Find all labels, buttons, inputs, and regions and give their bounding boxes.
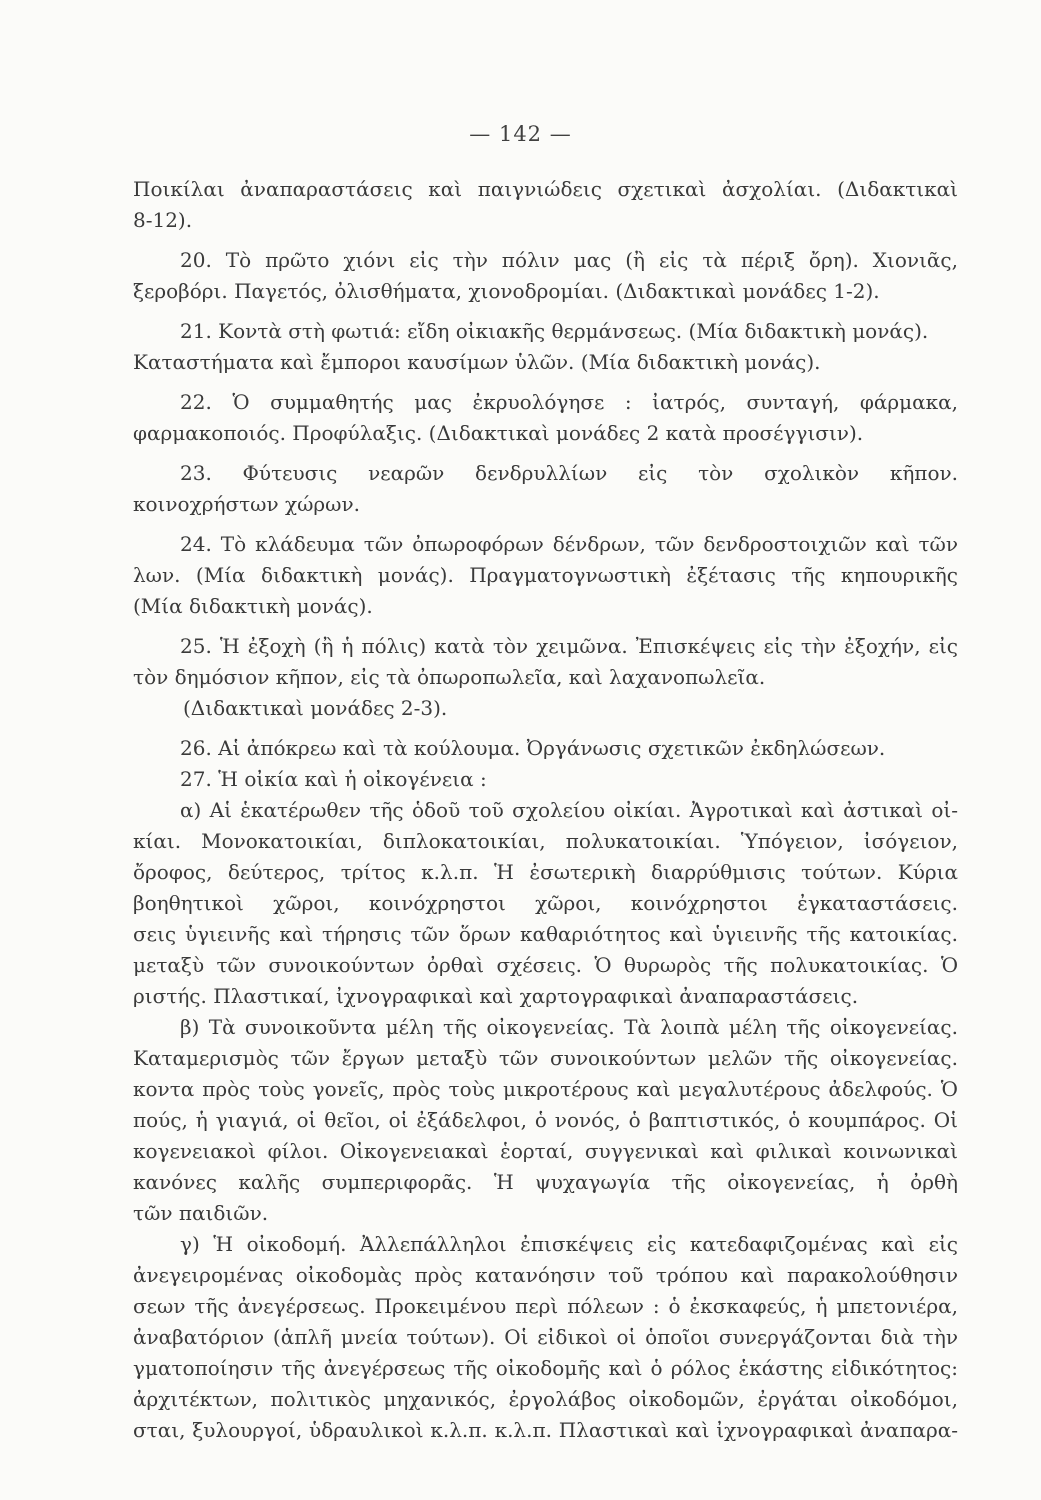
- text-line: ὄροφος, δεύτερος, τρίτος κ.λ.π. Ἡ ἐσωτερικὴ διαρρύθμισις τούτων. Κύρια: [133, 860, 958, 884]
- text-line: κογενειακοὶ φίλοι. Οἰκογενειακαὶ ἑορταί, συγγενικαὶ καὶ φιλικαὶ κοινωνικαὶ: [133, 1139, 958, 1163]
- text-line: γ) Ἡ οἰκοδομή. Ἀλλεπάλληλοι ἐπισκέψεις εἰς κατεδαφιζομένας καὶ εἰς: [180, 1232, 958, 1256]
- text-line: σεων τῆς ἀνεγέρσεως. Προκειμένου περὶ πόλεων : ὁ ἐκσκαφεύς, ἡ μπετονιέρα,: [133, 1294, 958, 1318]
- text-line: (Μία διδακτικὴ μονάς).: [133, 594, 373, 618]
- page-number: — 142 —: [469, 122, 572, 146]
- text-line: ἀνεγειρομένας οἰκοδομὰς πρὸς κατανόησιν τοῦ τρόπου καὶ παρακολούθησιν: [133, 1263, 958, 1287]
- text-line: Καταστήματα καὶ ἔμποροι καυσίμων ὑλῶν. (Μία διδακτικὴ μονάς).: [133, 350, 821, 374]
- text-line: 26. Αἱ ἀπόκρεω καὶ τὰ κούλουμα. Ὀργάνωσις σχετικῶν ἐκδηλώσεων.: [180, 736, 886, 760]
- text-line: Ποικίλαι ἀναπαραστάσεις καὶ παιγνιώδεις σχετικαὶ ἀσχολίαι. (Διδακτικαὶ: [133, 177, 958, 201]
- text-line: τῶν παιδιῶν.: [133, 1201, 269, 1225]
- body-text: [133, 174, 958, 1446]
- text-line: 20. Τὸ πρῶτο χιόνι εἰς τὴν πόλιν μας (ἢ εἰς τὰ πέριξ ὄρη). Χιονιᾶς,: [180, 248, 958, 272]
- text-line: 24. Τὸ κλάδευμα τῶν ὀπωροφόρων δένδρων, τῶν δενδροστοιχιῶν καὶ τῶν: [180, 532, 958, 556]
- text-line: κοινοχρήστων χώρων.: [133, 492, 360, 516]
- text-line: Καταμερισμὸς τῶν ἔργων μεταξὺ τῶν συνοικούντων μελῶν τῆς οἰκογενείας.: [133, 1046, 958, 1070]
- text-line: (Διδακτικαὶ μονάδες 2-3).: [183, 696, 448, 720]
- text-line: 8-12).: [133, 208, 193, 232]
- text-line: σεις ὑγιεινῆς καὶ τήρησις τῶν ὅρων καθαριότητος καὶ ὑγιεινῆς τῆς κατοικίας.: [133, 922, 958, 946]
- text-line: 21. Κοντὰ στὴ φωτιά: εἴδη οἰκιακῆς θερμάνσεως. (Μία διδακτικὴ μονάς).: [180, 319, 929, 343]
- text-line: κίαι. Μονοκατοικίαι, διπλοκατοικίαι, πολυκατοικίαι. Ὑπόγειον, ἰσόγειον,: [133, 829, 958, 853]
- text-line: α) Αἱ ἑκατέρωθεν τῆς ὁδοῦ τοῦ σχολείου οἰκίαι. Ἀγροτικαὶ καὶ ἀστικαὶ οἰ-: [180, 798, 958, 822]
- text-line: βοηθητικοὶ χῶροι, κοινόχρηστοι χῶροι, κοινόχρηστοι ἐγκαταστάσεις.: [133, 891, 958, 915]
- text-line: ἀναβατόριον (ἁπλῆ μνεία τούτων). Οἱ εἰδικοὶ οἱ ὁποῖοι συνεργάζονται διὰ τὴν: [133, 1325, 958, 1349]
- text-line: 23. Φύτευσις νεαρῶν δενδρυλλίων εἰς τὸν σχολικὸν κῆπον.: [180, 461, 958, 485]
- text-line: ξεροβόρι. Παγετός, ὀλισθήματα, χιονοδρομίαι. (Διδακτικαὶ μονάδες 1-2).: [133, 279, 880, 303]
- text-line: β) Τὰ συνοικοῦντα μέλη τῆς οἰκογενείας. Τὰ λοιπὰ μέλη τῆς οἰκογενείας.: [180, 1015, 958, 1039]
- text-line: λων. (Μία διδακτικὴ μονάς). Πραγματογνωστικὴ ἐξέτασις τῆς κηπουρικῆς: [133, 563, 958, 587]
- text-line: φαρμακοποιός. Προφύλαξις. (Διδακτικαὶ μονάδες 2 κατὰ προσέγγισιν).: [133, 421, 864, 445]
- text-line: 27. Ἡ οἰκία καὶ ἡ οἰκογένεια :: [180, 767, 487, 791]
- text-line: ἀρχιτέκτων, πολιτικὸς μηχανικός, ἐργολάβος οἰκοδομῶν, ἐργάται οἰκοδόμοι,: [133, 1387, 958, 1411]
- text-line: κοντα πρὸς τοὺς γονεῖς, πρὸς τοὺς μικροτέρους καὶ μεγαλυτέρους ἀδελφούς. Ὁ: [133, 1077, 958, 1101]
- text-line: ριστής. Πλαστικαί, ἰχνογραφικαὶ καὶ χαρτογραφικαὶ ἀναπαραστάσεις.: [133, 984, 859, 1008]
- text-line: κανόνες καλῆς συμπεριφορᾶς. Ἡ ψυχαγωγία τῆς οἰκογενείας, ἡ ὀρθὴ: [133, 1170, 958, 1194]
- text-line: 25. Ἡ ἐξοχὴ (ἢ ἡ πόλις) κατὰ τὸν χειμῶνα. Ἐπισκέψεις εἰς τὴν ἐξοχήν, εἰς: [180, 634, 958, 658]
- text-line: μεταξὺ τῶν συνοικούντων ὀρθαὶ σχέσεις. Ὁ θυρωρὸς τῆς πολυκατοικίας. Ὁ: [133, 953, 958, 977]
- text-line: 22. Ὁ συμμαθητής μας ἐκρυολόγησε : ἰατρός, συνταγή, φάρμακα,: [180, 390, 958, 414]
- text-line: σται, ξυλουργοί, ὑδραυλικοὶ κ.λ.π. κ.λ.π. Πλαστικαὶ καὶ ἰχνογραφικαὶ ἀναπαρα-: [133, 1418, 958, 1442]
- text-line: γματοποίησιν τῆς ἀνεγέρσεως τῆς οἰκοδομῆς καὶ ὁ ρόλος ἑκάστης εἰδικότητος:: [133, 1356, 958, 1380]
- text-line: τὸν δημόσιον κῆπον, εἰς τὰ ὀπωροπωλεῖα, καὶ λαχανοπωλεῖα.: [133, 665, 766, 689]
- text-line: πούς, ἡ γιαγιά, οἱ θεῖοι, οἱ ἐξάδελφοι, ὁ νονός, ὁ βαπτιστικός, ὁ κουμπάρος. Οἱ: [133, 1108, 958, 1132]
